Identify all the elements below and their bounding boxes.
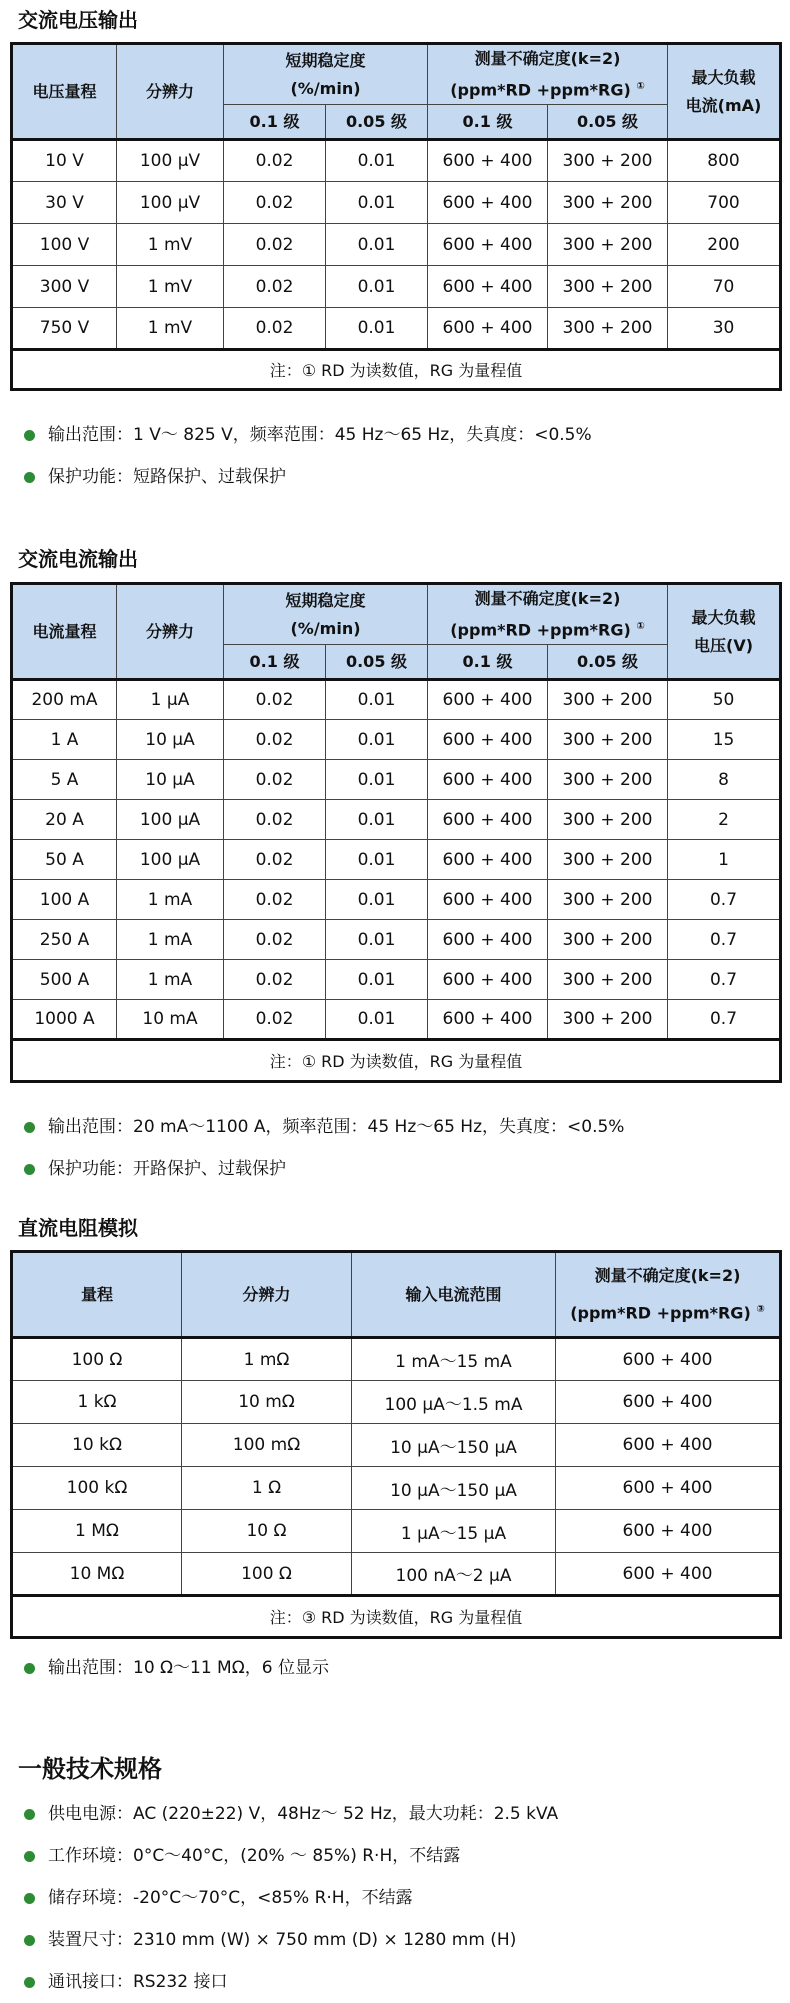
table-cell: 1 MΩ [12,1510,182,1553]
table-cell: 300 + 200 [548,960,668,1000]
table-cell: 0.7 [668,960,781,1000]
header-max-load-unit: 电压(V) [694,635,754,655]
ac-voltage-title: 交流电压输出 [18,8,138,32]
header-max-load-label: 最大负载 [691,67,756,87]
table-cell: 1 mA [117,880,224,920]
table-cell: 0.01 [326,224,428,266]
table-cell: 0.7 [668,880,781,920]
table-cell: 600 + 400 [428,680,548,720]
bullet-text: 输出范围：20 mA～1100 A，频率范围：45 Hz～65 Hz，失真度：<0.5% [48,1117,625,1137]
header-grade-1: 0.1 级 [224,645,326,680]
table-cell: 200 [668,224,781,266]
bullet-dot-icon [24,1935,35,1946]
header-grade-2: 0.05 级 [326,105,428,140]
table-cell: 0.01 [326,140,428,182]
table-cell: 0.02 [224,880,326,920]
table-cell: 10 μA～150 μA [352,1467,556,1510]
header-max-load [668,44,781,140]
header-uncertainty-label: 测量不确定度(k=2) [474,589,621,608]
table-cell: 0.01 [326,800,428,840]
ac-current-title: 交流电流输出 [18,547,138,571]
table-cell: 750 V [12,308,117,350]
footnote-mark: ① [636,81,645,92]
table-cell: 100 Ω [12,1338,182,1381]
table-cell: 1 μA～15 μA [352,1510,556,1553]
table-cell: 100 A [12,880,117,920]
table-cell: 0.02 [224,224,326,266]
table-row [12,880,781,920]
header-grade-2: 0.05 级 [548,105,668,140]
bullet-text: 输出范围：1 V～ 825 V，频率范围：45 Hz～65 Hz，失真度：<0.5% [48,425,592,445]
bullet-item [18,1647,778,1689]
table-cell: 10 V [12,140,117,182]
header-grade-1: 0.1 级 [428,105,548,140]
table-cell: 1 mA～15 mA [352,1338,556,1381]
table-cell: 0.01 [326,760,428,800]
table-cell: 600 + 400 [556,1510,781,1553]
table-cell: 0.01 [326,720,428,760]
table-cell: 600 + 400 [428,800,548,840]
bullet-text: 供电电源：AC (220±22) V，48Hz～ 52 Hz，最大功耗：2.5 kVA [48,1804,559,1824]
table-cell: 0.02 [224,720,326,760]
header-range: 量程 [12,1252,182,1338]
table-cell: 600 + 400 [428,720,548,760]
header-resolution: 分辨力 [117,44,224,140]
header-uncertainty [428,44,668,105]
header-stability [224,584,428,645]
footnote-mark: ③ [756,1303,765,1315]
general-title: 一般技术规格 [18,1755,162,1783]
footnote-mark: ① [636,621,645,632]
bullet-item [18,1106,778,1148]
table-cell: 100 μA [117,800,224,840]
table-cell: 0.02 [224,140,326,182]
header-stability-label: 短期稳定度 [285,590,366,610]
table-cell: 300 V [12,266,117,308]
bullet-text: 储存环境：-20°C～70°C，<85% R·H，不结露 [48,1888,413,1908]
bullet-dot-icon [24,1663,35,1674]
table-cell: 0.02 [224,960,326,1000]
table-cell: 300 + 200 [548,840,668,880]
table-cell: 600 + 400 [428,960,548,1000]
header-stability-unit: (%/min) [290,78,361,98]
table-cell: 200 mA [12,680,117,720]
table-row [12,308,781,350]
table-cell: 0.01 [326,840,428,880]
header-max-load-label: 最大负载 [691,607,756,627]
table-cell: 5 A [12,760,117,800]
header-input-current: 输入电流范围 [352,1252,556,1338]
table-cell: 0.02 [224,266,326,308]
table-cell: 0.7 [668,1000,781,1040]
header-uncertainty [428,584,668,645]
header-stability-label: 短期稳定度 [285,50,366,70]
table-cell: 1 mV [117,308,224,350]
bullet-dot-icon [24,1809,35,1820]
table-cell: 0.02 [224,760,326,800]
bullet-text: 保护功能：开路保护、过载保护 [48,1159,286,1179]
header-stability [224,44,428,105]
table-cell: 1 [668,840,781,880]
table-note: 注：① RD 为读数值，RG 为量程值 [12,1040,781,1082]
table-cell: 300 + 200 [548,266,668,308]
table-cell: 10 kΩ [12,1424,182,1467]
ac-voltage-table [10,42,782,391]
table-cell: 600 + 400 [428,920,548,960]
table-cell: 0.01 [326,960,428,1000]
table-cell: 300 + 200 [548,760,668,800]
table-cell: 1 mA [117,920,224,960]
table-cell: 15 [668,720,781,760]
table-row [12,1510,781,1553]
table-cell: 10 MΩ [12,1553,182,1596]
table-cell: 600 + 400 [428,880,548,920]
table-cell: 500 A [12,960,117,1000]
table-cell: 1 kΩ [12,1381,182,1424]
table-cell: 30 V [12,182,117,224]
table-cell: 100 kΩ [12,1467,182,1510]
table-cell: 300 + 200 [548,720,668,760]
table-cell: 300 + 200 [548,308,668,350]
table-cell: 300 + 200 [548,680,668,720]
table-row [12,182,781,224]
header-max-load-unit: 电流(mA) [685,95,762,115]
header-stability-unit: (%/min) [290,618,361,638]
table-cell: 10 mΩ [182,1381,352,1424]
table-row [12,266,781,308]
header-uncertainty [556,1252,781,1338]
table-cell: 600 + 400 [556,1424,781,1467]
table-row [12,920,781,960]
bullet-dot-icon [24,1122,35,1133]
table-row [12,1424,781,1467]
header-grade-1: 0.1 级 [224,105,326,140]
table-cell: 600 + 400 [428,266,548,308]
header-uncertainty-unit: (ppm*RD +ppm*RG) [450,80,631,100]
bullet-text: 保护功能：短路保护、过载保护 [48,467,286,487]
ac-voltage-bullets [18,414,778,498]
bullet-dot-icon [24,1977,35,1988]
bullet-text: 通讯接口：RS232 接口 [48,1972,228,1992]
header-uncertainty-unit: (ppm*RD +ppm*RG) [570,1303,751,1323]
bullet-text: 工作环境：0°C～40°C，(20% ～ 85%) R·H，不结露 [48,1846,461,1866]
table-cell: 100 Ω [182,1553,352,1596]
table-cell: 1000 A [12,1000,117,1040]
table-cell: 0.02 [224,800,326,840]
table-cell: 0.02 [224,308,326,350]
table-row [12,840,781,880]
table-cell: 100 V [12,224,117,266]
header-uncertainty-label: 测量不确定度(k=2) [474,49,621,68]
table-cell: 1 mΩ [182,1338,352,1381]
bullet-item [18,1148,778,1190]
header-range: 电压量程 [12,44,117,140]
table-cell: 300 + 200 [548,224,668,266]
table-cell: 1 mA [117,960,224,1000]
table-cell: 30 [668,308,781,350]
table-row [12,1553,781,1596]
table-cell: 8 [668,760,781,800]
table-row [12,680,781,720]
bullet-item [18,1919,778,1961]
table-row [12,1000,781,1040]
table-cell: 600 + 400 [428,1000,548,1040]
table-row [12,720,781,760]
table-cell: 0.01 [326,920,428,960]
header-uncertainty-unit: (ppm*RD +ppm*RG) [450,620,631,640]
table-note: 注：③ RD 为读数值，RG 为量程值 [12,1596,781,1638]
header-resolution: 分辨力 [117,584,224,680]
table-row [12,140,781,182]
table-cell: 10 μA [117,760,224,800]
table-cell: 600 + 400 [428,182,548,224]
table-cell: 0.02 [224,840,326,880]
table-row [12,800,781,840]
table-cell: 100 μV [117,140,224,182]
bullet-item [18,456,778,498]
ac-current-table [10,582,782,1083]
table-row [12,960,781,1000]
table-cell: 10 μA [117,720,224,760]
bullet-item [18,414,778,456]
table-cell: 100 μV [117,182,224,224]
header-grade-1: 0.1 级 [428,645,548,680]
header-grade-2: 0.05 级 [326,645,428,680]
bullet-item [18,1835,778,1877]
dc-resistance-bullets [18,1647,778,1689]
header-grade-2: 0.05 级 [548,645,668,680]
header-resolution: 分辨力 [182,1252,352,1338]
table-cell: 0.02 [224,182,326,224]
table-cell: 600 + 400 [556,1338,781,1381]
table-cell: 10 μA～150 μA [352,1424,556,1467]
table-cell: 0.7 [668,920,781,960]
bullet-dot-icon [24,1893,35,1904]
bullet-item [18,1877,778,1919]
table-cell: 600 + 400 [428,224,548,266]
table-cell: 0.01 [326,1000,428,1040]
table-cell: 50 A [12,840,117,880]
table-row [12,1381,781,1424]
table-cell: 70 [668,266,781,308]
table-cell: 0.01 [326,308,428,350]
bullet-text: 装置尺寸：2310 mm (W) × 750 mm (D) × 1280 mm (H) [48,1930,517,1950]
table-row [12,224,781,266]
table-cell: 1 μA [117,680,224,720]
table-cell: 600 + 400 [428,308,548,350]
table-cell: 600 + 400 [428,760,548,800]
table-cell: 600 + 400 [428,840,548,880]
table-cell: 300 + 200 [548,920,668,960]
table-cell: 600 + 400 [428,140,548,182]
table-cell: 300 + 200 [548,182,668,224]
table-cell: 1 A [12,720,117,760]
bullet-dot-icon [24,472,35,483]
table-cell: 2 [668,800,781,840]
table-cell: 600 + 400 [556,1467,781,1510]
table-cell: 300 + 200 [548,1000,668,1040]
table-cell: 250 A [12,920,117,960]
bullet-dot-icon [24,430,35,441]
table-cell: 800 [668,140,781,182]
table-cell: 100 nA～2 μA [352,1553,556,1596]
table-cell: 10 mA [117,1000,224,1040]
bullet-dot-icon [24,1851,35,1862]
table-cell: 600 + 400 [556,1553,781,1596]
table-cell: 300 + 200 [548,800,668,840]
table-cell: 0.02 [224,920,326,960]
table-row [12,1467,781,1510]
table-cell: 0.01 [326,266,428,308]
table-cell: 1 mV [117,224,224,266]
table-cell: 1 mV [117,266,224,308]
table-cell: 0.01 [326,182,428,224]
table-cell: 1 Ω [182,1467,352,1510]
table-cell: 0.02 [224,1000,326,1040]
dc-resistance-title: 直流电阻模拟 [18,1216,138,1240]
table-cell: 100 μA～1.5 mA [352,1381,556,1424]
table-note: 注：① RD 为读数值，RG 为量程值 [12,350,781,390]
table-cell: 300 + 200 [548,140,668,182]
table-cell: 20 A [12,800,117,840]
header-max-load [668,584,781,680]
bullet-item [18,1961,778,2003]
dc-resistance-table [10,1250,782,1639]
header-uncertainty-label: 测量不确定度(k=2) [594,1265,741,1285]
table-cell: 600 + 400 [556,1381,781,1424]
table-cell: 300 + 200 [548,880,668,920]
ac-current-bullets [18,1106,778,1190]
header-range: 电流量程 [12,584,117,680]
table-row [12,1338,781,1381]
table-cell: 0.01 [326,680,428,720]
bullet-item [18,1793,778,1835]
bullet-dot-icon [24,1164,35,1175]
table-cell: 0.01 [326,880,428,920]
table-cell: 50 [668,680,781,720]
table-cell: 10 Ω [182,1510,352,1553]
table-cell: 700 [668,182,781,224]
table-cell: 100 mΩ [182,1424,352,1467]
general-bullets [18,1793,778,2003]
table-cell: 0.02 [224,680,326,720]
table-cell: 100 μA [117,840,224,880]
bullet-text: 输出范围：10 Ω～11 MΩ，6 位显示 [48,1658,329,1678]
table-row [12,760,781,800]
